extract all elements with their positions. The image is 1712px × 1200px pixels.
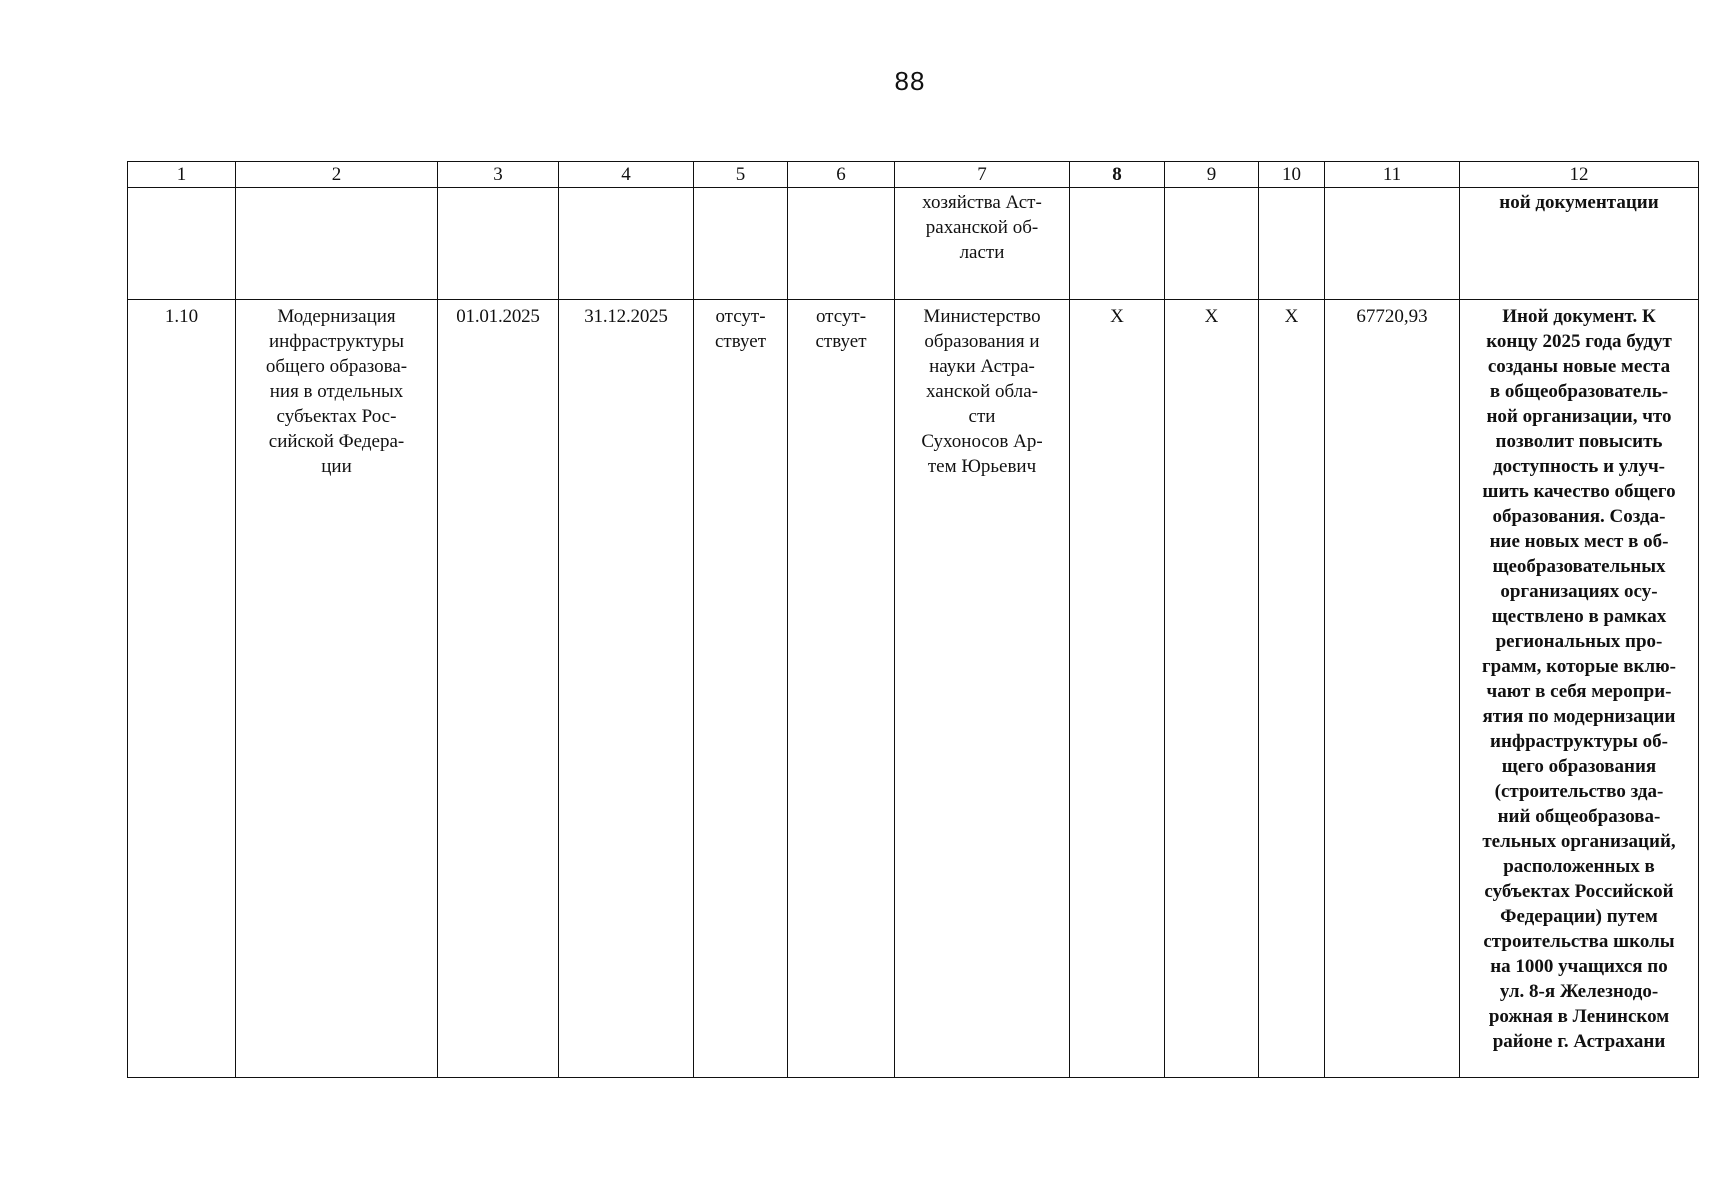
end-date-cell: 31.12.2025	[559, 300, 694, 1078]
table-cell	[559, 188, 694, 300]
column-header: 6	[788, 162, 895, 188]
continuation-row	[128, 188, 1699, 300]
column-header: 3	[438, 162, 559, 188]
column-header: 11	[1325, 162, 1460, 188]
column-header: 7	[895, 162, 1070, 188]
column-9-cell: X	[1165, 300, 1259, 1078]
responsible-continuation-cell: хозяйства Аст- раханской об- ласти	[895, 188, 1070, 300]
column-6-cell: отсут- ствует	[788, 300, 895, 1078]
table-cell	[438, 188, 559, 300]
column-header: 4	[559, 162, 694, 188]
table-cell	[694, 188, 788, 300]
table-cell	[788, 188, 895, 300]
item-name-cell: Модернизация инфраструктуры общего образова- ния в отдельных субъектах Рос- сийской Федера- ции	[236, 300, 438, 1078]
column-header: 9	[1165, 162, 1259, 188]
column-8-cell: X	[1070, 300, 1165, 1078]
result-continuation-cell: ной документации	[1460, 188, 1699, 300]
start-date-cell: 01.01.2025	[438, 300, 559, 1078]
table-cell	[1259, 188, 1325, 300]
amount-cell: 67720,93	[1325, 300, 1460, 1078]
column-10-cell: X	[1259, 300, 1325, 1078]
table-cell	[1165, 188, 1259, 300]
responsible-cell: Министерство образования и науки Астра- ханской обла- сти Сухоносов Ар- тем Юрьевич	[895, 300, 1070, 1078]
column-5-cell: отсут- ствует	[694, 300, 788, 1078]
table-cell	[236, 188, 438, 300]
table-cell	[1325, 188, 1460, 300]
column-header: 1	[128, 162, 236, 188]
column-header: 2	[236, 162, 438, 188]
program-table	[127, 161, 1699, 1078]
column-header: 12	[1460, 162, 1699, 188]
column-header: 5	[694, 162, 788, 188]
table-cell	[128, 188, 236, 300]
item-number-cell: 1.10	[128, 300, 236, 1078]
column-header: 8	[1070, 162, 1165, 188]
column-number-row	[128, 162, 1699, 188]
result-description-cell: Иной документ. К концу 2025 года будут созданы новые места в общеобразователь- ной организации, что позволит повысить доступность и улуч- шить качество общего образования. Созда- ние новых мест в об- щеобразовательных организациях осу- ществлено в рамках региональных про- грамм, которые вклю- чают в себя меропри- ятия по модернизации инфраструктуры об- щего образования (строительство зда- ний общеобразова- тельных организаций, расположенных в субъектах Российской Федерации) путем строительства школы на 1000 учащихся по ул. 8-я Железнодо- рожная в Ленинском районе г. Астрахани	[1460, 300, 1699, 1078]
table-row	[128, 300, 1699, 1078]
table-cell	[1070, 188, 1165, 300]
page-number: 88	[894, 66, 926, 96]
column-header: 10	[1259, 162, 1325, 188]
